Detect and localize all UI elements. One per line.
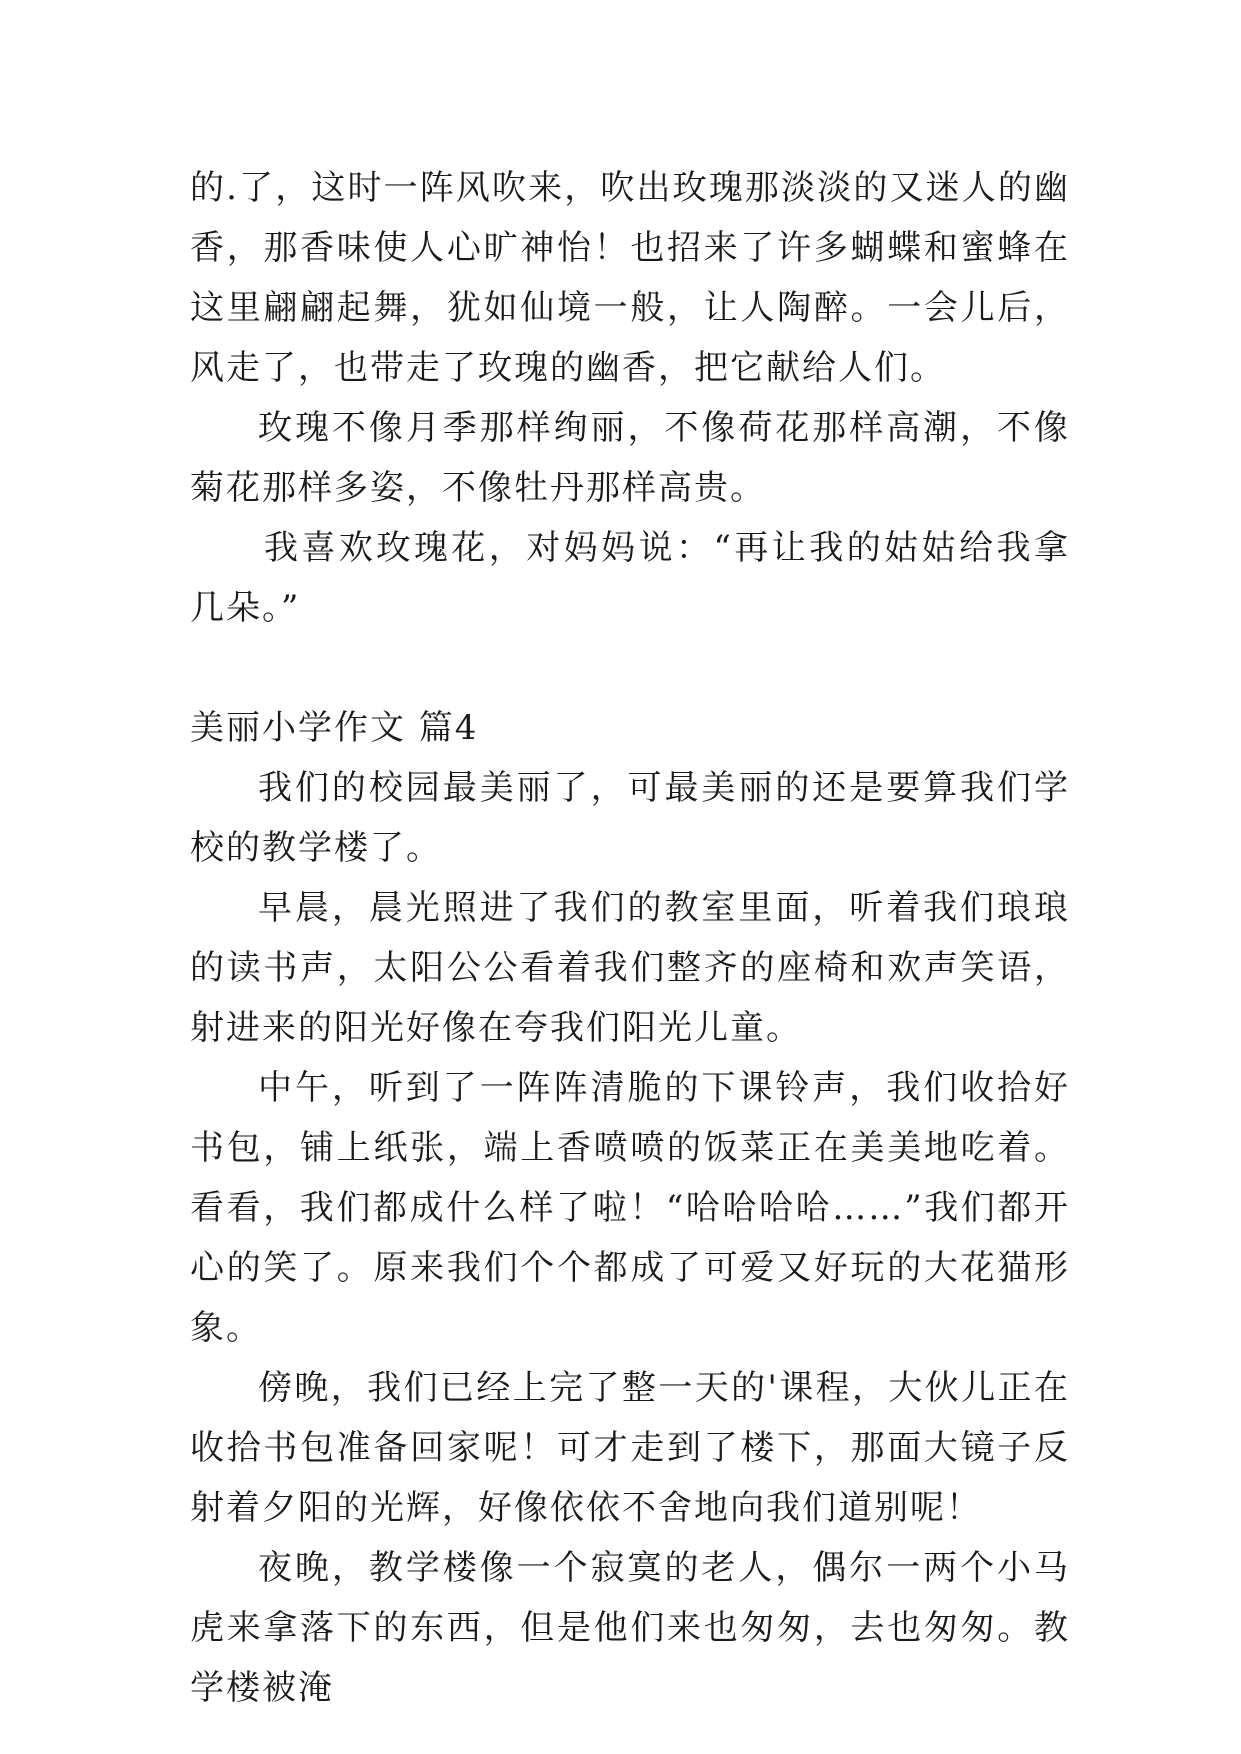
section-heading: 美丽小学作文 篇4: [190, 708, 479, 748]
paragraph-evening: 傍晚，我们已经上完了整一天的'课程，大伙儿正在收拾书包准备回家呢！可才走到了楼下，那面大镜子反射着夕阳的光辉，好像依依不舍地向我们道别呢！: [190, 1368, 1070, 1528]
paragraph-rose-fragrance: 的.了，这时一阵风吹来，吹出玫瑰那淡淡的又迷人的幽香，那香味使人心旷神怡！也招来了许多蝴蝶和蜜蜂在这里翩翩起舞，犹如仙境一般，让人陶醉。一会儿后，风走了，也带走了玫瑰的幽香，把它献给人们。: [190, 168, 1070, 388]
paragraph-campus-intro: 我们的校园最美丽了，可最美丽的还是要算我们学校的教学楼了。: [190, 768, 1070, 868]
document-body: [190, 158, 1070, 1718]
paragraph-morning: 早晨，晨光照进了我们的教室里面，听着我们琅琅的读书声，太阳公公看着我们整齐的座椅和欢声笑语，射进来的阳光好像在夸我们阳光儿童。: [190, 888, 1070, 1048]
section-spacer: [190, 638, 1070, 698]
paragraph-noon: 中午，听到了一阵阵清脆的下课铃声，我们收拾好书包，铺上纸张，端上香喷喷的饭菜正在美美地吃着。看看，我们都成什么样了啦！“哈哈哈哈……”我们都开心的笑了。原来我们个个都成了可爱又好玩的大花猫形象。: [190, 1068, 1070, 1348]
paragraph-rose-comparison: 玫瑰不像月季那样绚丽，不像荷花那样高潮，不像菊花那样多姿，不像牡丹那样高贵。: [190, 408, 1070, 508]
paragraph-night: 夜晚，教学楼像一个寂寞的老人，偶尔一两个小马虎来拿落下的东西，但是他们来也匆匆，去也匆匆。教学楼被淹: [190, 1548, 1070, 1708]
paragraph-rose-ending: 我喜欢玫瑰花，对妈妈说：“再让我的姑姑给我拿几朵。”: [190, 528, 1070, 628]
